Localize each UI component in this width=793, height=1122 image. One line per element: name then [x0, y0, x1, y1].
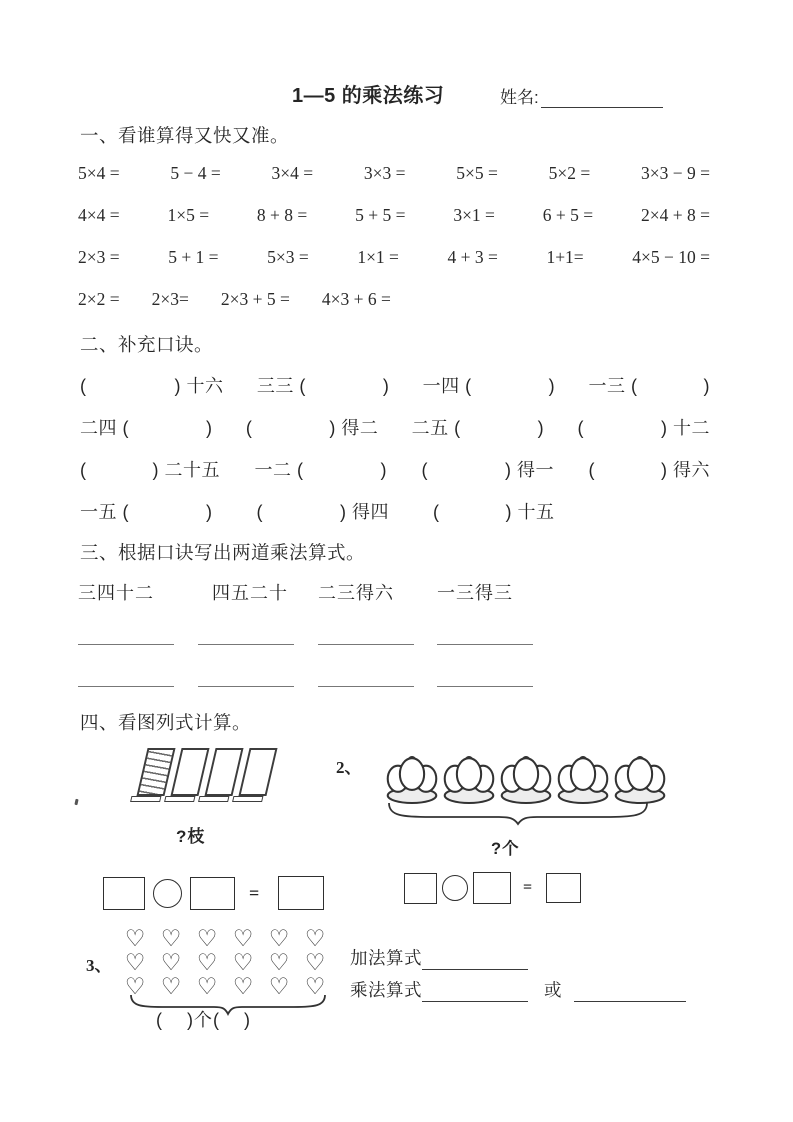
mnemonic-item: ( ) 十六: [80, 376, 224, 396]
problem: 8 + 8 =: [256, 205, 308, 225]
heart-icon: ♡: [268, 925, 290, 951]
operator-circle: [153, 879, 182, 908]
mnemonic-item: 二五 ( ): [411, 418, 545, 438]
answer-box: [404, 873, 437, 904]
problem: 1×5 =: [167, 205, 210, 225]
problem: 2×4 + 8 =: [640, 205, 710, 225]
name-blank-line: [541, 93, 663, 108]
mnemonic-item: ( ) 十五: [433, 502, 555, 522]
answer-box: [473, 872, 511, 904]
mnemonic-label: 二三得六: [318, 583, 394, 603]
blank-line: [422, 988, 528, 1002]
mnemonic-item: 二四 ( ): [80, 418, 213, 438]
mnemonic-column: [198, 579, 294, 687]
problem: 1×1 =: [357, 247, 399, 267]
problem: 5×2 =: [548, 163, 591, 183]
problem: 2×3 + 5 =: [220, 289, 290, 309]
blank-line: [318, 686, 414, 687]
mnemonic-label: 四五二十: [212, 583, 288, 603]
peach-plates-figure: [384, 743, 669, 807]
peach-plate-icon: [384, 743, 440, 807]
heart-icon: ♡: [232, 973, 254, 999]
answer-box: [278, 876, 324, 910]
problem: 3×4 =: [271, 163, 314, 183]
mnemonic-item: 一五 ( ): [80, 502, 213, 522]
problem: 6 + 5 =: [542, 205, 594, 225]
page-title: 1—5 的乘法练习: [292, 85, 445, 107]
mnemonic-column: [437, 579, 533, 687]
mnemonic-label: 三四十二: [78, 583, 154, 603]
answer-box: [103, 877, 145, 910]
pencil-box-icon: [204, 748, 243, 796]
multiplication-label: 乘法算式: [350, 980, 422, 1000]
section1-heading: 一、看谁算得又快又准。: [80, 125, 290, 146]
heart-icon: ♡: [232, 925, 254, 951]
count-label: ( )个( ): [156, 1010, 251, 1030]
problem: 3×1 =: [453, 205, 495, 225]
equals-sign: =: [523, 879, 533, 896]
mnemonic-item: 一二 ( ): [254, 460, 387, 480]
equation-template: [103, 876, 324, 910]
hearts-row: [117, 926, 333, 950]
section2-heading: 二、补充口诀。: [80, 334, 214, 355]
problem: 4×4 =: [78, 205, 120, 225]
name-field: [500, 83, 663, 108]
calc-row: [78, 289, 710, 310]
peach-plate-icon: [498, 743, 554, 807]
heart-icon: ♡: [304, 949, 326, 975]
peach-plate-icon: [612, 743, 668, 807]
problem: 5 − 4 =: [170, 163, 221, 183]
problem: 2×3=: [151, 289, 189, 309]
item3-number: 3、: [86, 956, 112, 975]
heart-icon: ♡: [304, 925, 326, 951]
addition-equation-row: [350, 945, 528, 970]
heart-icon: ♡: [124, 973, 146, 999]
pencil-box-icon: [238, 748, 277, 796]
blank-line: [78, 644, 174, 645]
pencil-box-icon: [170, 748, 209, 796]
mnemonic-item: 一四 ( ): [422, 376, 556, 396]
heart-icon: ♡: [196, 973, 218, 999]
stray-mark: [74, 799, 78, 805]
mnemonic-item: 一三 ( ): [588, 376, 710, 396]
problem: 1+1=: [546, 247, 584, 267]
heart-icon: ♡: [124, 949, 146, 975]
section3-heading: 三、根据口诀写出两道乘法算式。: [80, 542, 366, 563]
heart-icon: ♡: [304, 973, 326, 999]
heart-icon: ♡: [232, 949, 254, 975]
mnemonic-item: ( ) 十二: [577, 418, 710, 438]
blank-line: [437, 644, 533, 645]
problem: 4×5 − 10 =: [632, 247, 710, 267]
problem: 3×3 =: [363, 163, 406, 183]
section4-heading: 四、看图列式计算。: [80, 712, 252, 733]
blank-line: [78, 686, 174, 687]
mnemonic-item: ( ) 得一: [421, 460, 554, 480]
hearts-row: [117, 950, 333, 974]
answer-box: [546, 873, 581, 903]
pencil-boxes-figure: [142, 748, 278, 796]
mnemonic-column: [78, 579, 174, 687]
question-label-pencils: ?枝: [176, 827, 206, 846]
mnemonic-item: ( ) 二十五: [80, 460, 221, 480]
calc-row: [78, 247, 710, 268]
mnemonic-item: 三三 ( ): [256, 376, 390, 396]
hearts-figure: [117, 926, 333, 998]
heart-icon: ♡: [268, 973, 290, 999]
mnemonic-row: [80, 414, 710, 440]
problem: 5 + 5 =: [355, 205, 406, 225]
problem: 4×3 + 6 =: [321, 289, 391, 309]
blank-line: [437, 686, 533, 687]
blank-line: [198, 644, 294, 645]
heart-icon: ♡: [196, 949, 218, 975]
heart-icon: ♡: [124, 925, 146, 951]
problem: 5 + 1 =: [168, 247, 219, 267]
problem: 2×3 =: [78, 247, 120, 267]
operator-circle: [442, 875, 468, 901]
peach-plate-icon: [555, 743, 611, 807]
calc-row: [78, 205, 710, 226]
heart-icon: ♡: [196, 925, 218, 951]
or-label: 或: [544, 980, 562, 1000]
answer-box: [190, 877, 235, 910]
blank-line: [318, 644, 414, 645]
under-brace: [387, 801, 649, 827]
problem: 5×3 =: [267, 247, 309, 267]
problem: 2×2 =: [78, 289, 120, 309]
heart-icon: ♡: [160, 949, 182, 975]
mnemonic-row: [80, 372, 710, 398]
heart-icon: ♡: [160, 925, 182, 951]
mnemonic-row: [80, 498, 710, 524]
mnemonic-column: [318, 579, 414, 687]
problem: 5×5 =: [456, 163, 498, 183]
multiplication-equation-row: [350, 977, 686, 1002]
mnemonic-row: [80, 456, 710, 482]
pencil-box-icon: [136, 748, 175, 796]
mnemonic-item: ( ) 得二: [245, 418, 379, 438]
peach-plate-icon: [441, 743, 497, 807]
addition-label: 加法算式: [350, 948, 422, 968]
mnemonic-item: ( ) 得六: [588, 460, 710, 480]
item2-number: 2、: [336, 758, 362, 777]
blank-line: [574, 988, 686, 1002]
problem: 5×4 =: [78, 163, 120, 183]
blank-line: [422, 956, 528, 970]
heart-icon: ♡: [160, 973, 182, 999]
name-label: 姓名:: [500, 88, 539, 107]
calc-row: [78, 163, 710, 184]
problem: 3×3 − 9 =: [641, 163, 710, 183]
mnemonic-label: 一三得三: [437, 583, 513, 603]
heart-icon: ♡: [268, 949, 290, 975]
problem: 4 + 3 =: [447, 247, 498, 267]
mnemonic-item: ( ) 得四: [256, 502, 390, 522]
question-label-peaches: ?个: [491, 840, 520, 858]
blank-line: [198, 686, 294, 687]
equals-sign: =: [249, 882, 260, 903]
equation-template: [404, 872, 581, 904]
